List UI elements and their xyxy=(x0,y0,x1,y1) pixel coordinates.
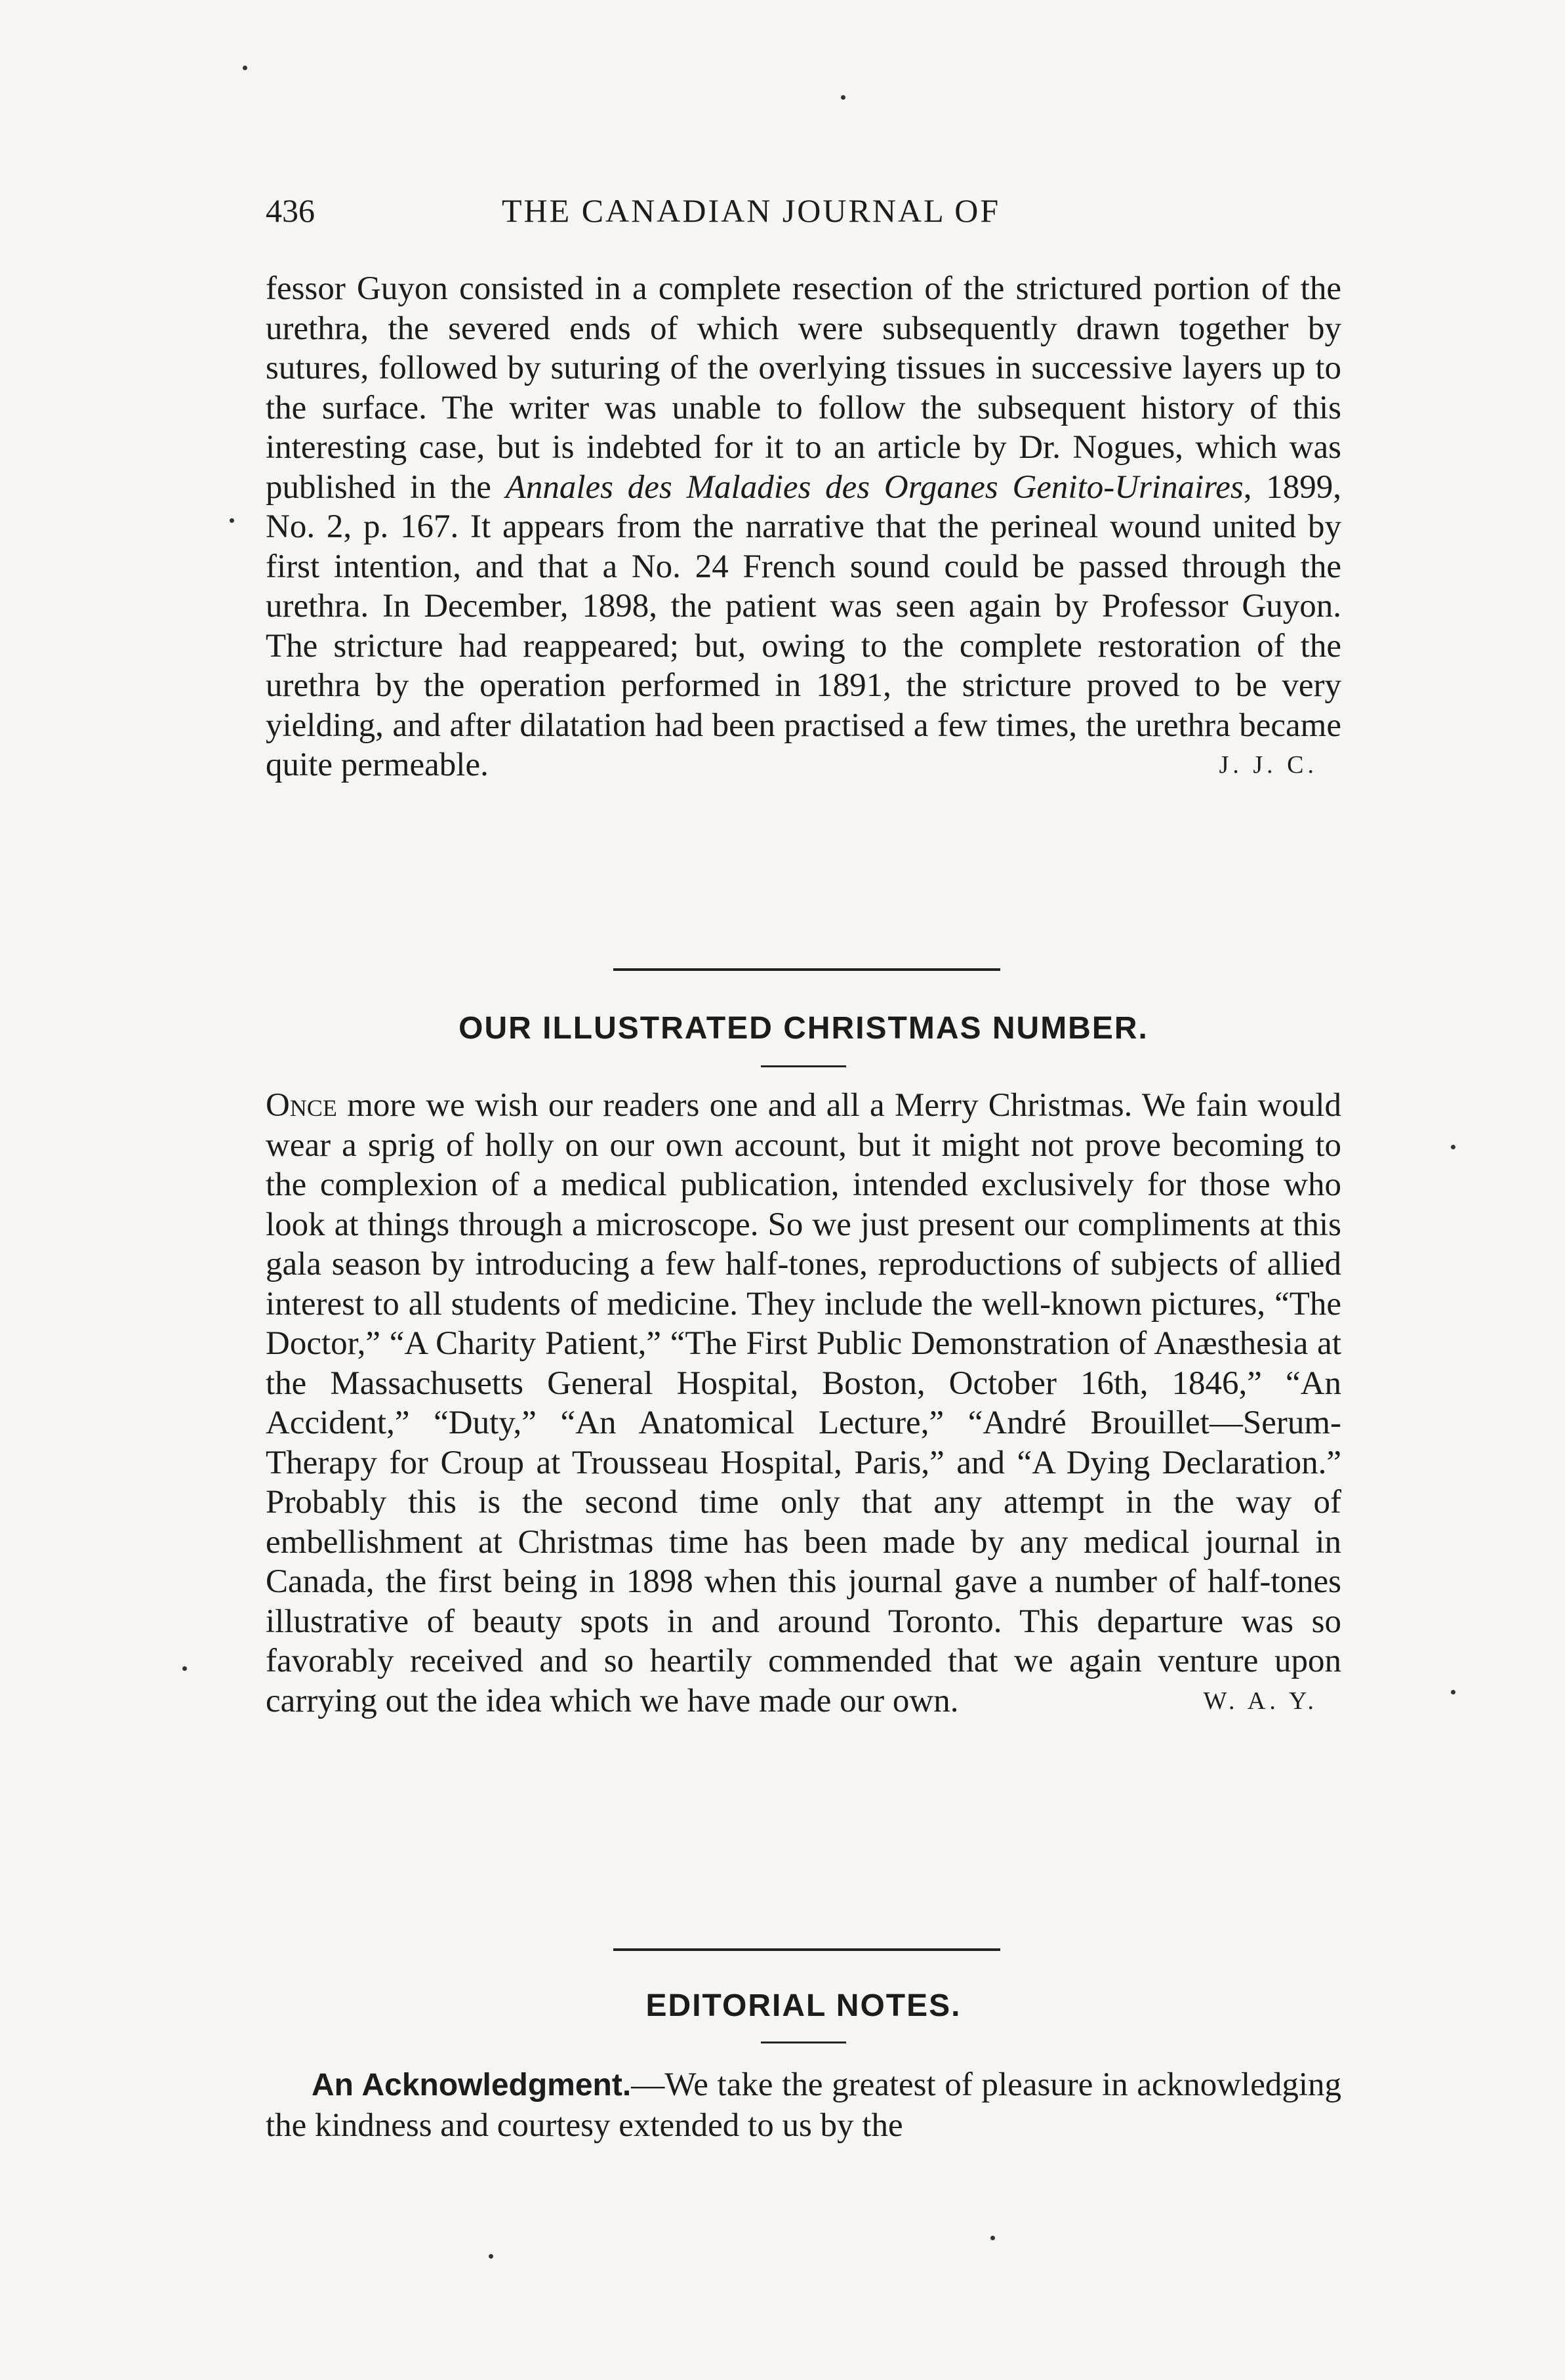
editorial-title: EDITORIAL NOTES. xyxy=(645,1988,962,2023)
christmas-title: OUR ILLUSTRATED CHRISTMAS NUMBER. xyxy=(458,1011,1148,1046)
signature-way: W. A. Y. xyxy=(1203,1687,1318,1715)
page-header xyxy=(266,192,1341,244)
print-speck xyxy=(243,66,247,70)
journal-citation: Annales des Maladies des Organes Genito-Urinaires xyxy=(505,468,1244,506)
section-divider xyxy=(613,968,1000,971)
title-underline xyxy=(761,2041,846,2043)
running-title: THE CANADIAN JOURNAL OF xyxy=(502,192,1001,229)
print-speck xyxy=(182,1666,187,1671)
print-speck xyxy=(230,518,234,523)
christmas-paragraph xyxy=(266,1086,1341,1721)
signature-jjc: J. J. C. xyxy=(1219,751,1318,779)
print-speck xyxy=(489,2254,493,2259)
continuation-paragraph xyxy=(266,269,1341,785)
continuation-text-1: fessor Guyon consisted in a complete resection of the strictured portion of the urethra, the severed ends of which were subsequently drawn together by sutures, followed by suturing of the overlying tissues in successive layers up to the surface. The writer was unable to follow the subsequent history of this interesting case, but is indebted for it to an article by Dr. Nogues, which was published in the xyxy=(266,270,1341,506)
print-speck xyxy=(1451,1145,1455,1149)
print-speck xyxy=(841,95,845,100)
print-speck xyxy=(990,2236,995,2240)
editorial-lead: An Acknowledgment. xyxy=(312,2068,632,2103)
editorial-paragraph xyxy=(266,2065,1341,2145)
page-number: 436 xyxy=(266,192,315,229)
section-divider xyxy=(613,1948,1000,1951)
drop-word: Once xyxy=(266,1087,337,1124)
christmas-body: more we wish our readers one and all a Merry Christmas. We fain would wear a sprig of holly on our own account, but it might not prove becoming to the complexion of a medical publication, intended exclusively for those who look at things through a microscope. So we just present our compliments at this gala season by introducing a few half-tones, reproductions of subjects of allied interest to all students of medicine. They include the well-known pictures, “The Doctor,” “A Charity Patient,” “The First Public Demonstration of Anæsthesia at the Massachusetts General Hospital, Boston, October 16th, 1846,” “An Accident,” “Duty,” “An Anatomical Lecture,” “André Brouillet—Serum-Therapy for Croup at Trousseau Hospital, Paris,” and “A Dying Declaration.” Probably this is the second time only that any attempt in the way of embellishment at Christmas time has been made by any medical journal in Canada, the first being in 1898 when this journal gave a number of half-tones illustrative of beauty spots in and around Toronto. This departure was so favorably received and so heartily commended that we again venture upon carrying out the idea which we have made our own. xyxy=(266,1087,1341,1719)
continuation-text-2: , 1899, No. 2, p. 167. It appears from the narrative that the perineal wound united by first intention, and that a No. 24 French sound could be passed through the urethra. In December, 1898, the patient was seen again by Professor Guyon. The stricture had reappeared; but, owing to the complete restoration of the urethra by the operation performed in 1891, the stricture proved to be very yielding, and after dilatation had been practised a few times, the urethra became quite permeable. xyxy=(266,468,1341,783)
editorial-body: —We take the greatest of pleasure in acknowledging the kindness and courtesy extended to us by the xyxy=(266,2066,1342,2144)
print-speck xyxy=(1451,1690,1455,1694)
title-underline xyxy=(761,1065,846,1067)
